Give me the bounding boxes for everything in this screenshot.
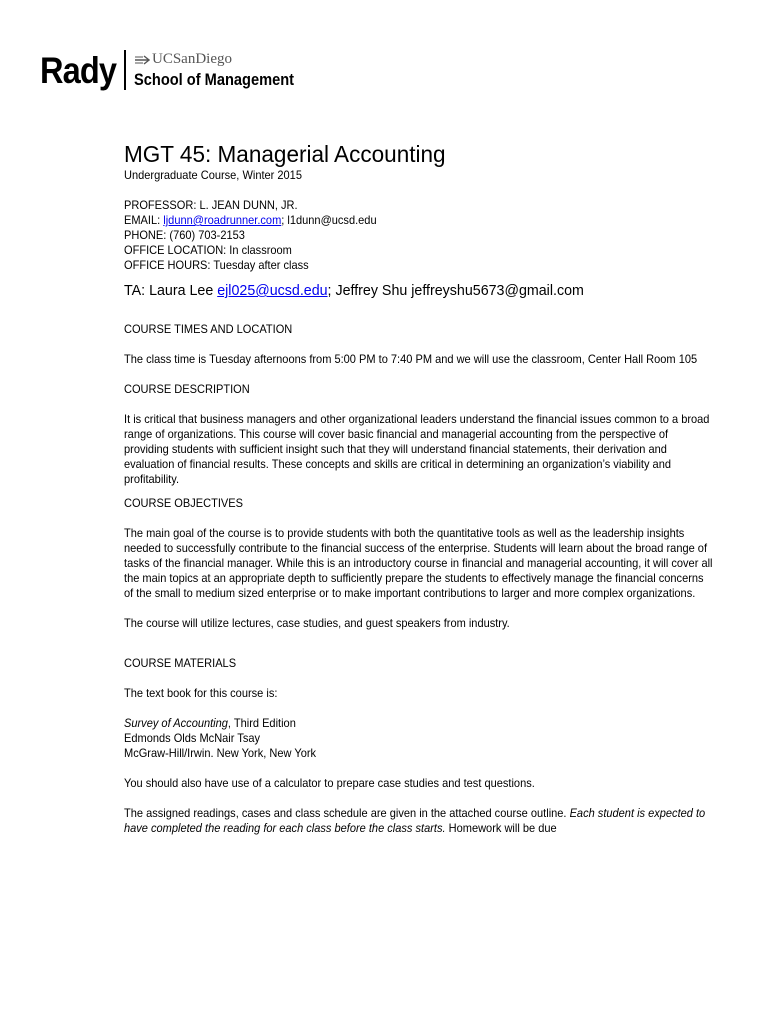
email-rest: ; l1dunn@ucsd.edu <box>281 213 377 227</box>
rady-wordmark: Rady <box>40 49 117 91</box>
description-heading: COURSE DESCRIPTION <box>124 382 250 396</box>
materials-intro: The text book for this course is: <box>124 686 278 700</box>
ucsd-trident-icon <box>134 54 150 66</box>
school-of-management-label: School of Management <box>133 70 295 89</box>
ucsd-label: UCSanDiego <box>151 51 232 67</box>
ta-prefix: TA: Laura Lee <box>124 282 218 299</box>
book-edition: , Third Edition <box>227 716 296 730</box>
book-title-line <box>124 716 676 731</box>
course-title: MGT 45: Managerial Accounting <box>124 141 446 167</box>
email-line <box>124 213 676 228</box>
course-subtitle: Undergraduate Course, Winter 2015 <box>124 168 302 182</box>
ta-line <box>124 282 694 300</box>
phone-line: PHONE: (760) 703-2153 <box>124 228 245 242</box>
book-publisher: McGraw-Hill/Irwin. New York, New York <box>124 746 317 760</box>
materials-heading: COURSE MATERIALS <box>124 656 237 670</box>
ta-rest: ; Jeffrey Shu jeffreyshu5673@gmail.com <box>327 282 584 299</box>
calculator-text: You should also have use of a calculator to prepare case studies and test questions. <box>124 776 535 790</box>
description-text: It is critical that business managers and other organizational leaders understand the financial issues common to a broad range of organizations. This course will cover basic financial and managerial accounting from the perspective of providing students with sufficient insight such that they will understand financial statements, their derivation and evaluation of financial results. These concepts and skills are critical in determining an organization’s viability and profitability. <box>124 412 710 486</box>
syllabus-body <box>124 140 724 836</box>
readings-text-b: Each student is expected to have completed the reading for each class before the class starts. <box>124 806 706 835</box>
ucsd-wordmark <box>134 52 320 67</box>
objectives-text-2: The course will utilize lectures, case studies, and guest speakers from industry. <box>124 616 510 630</box>
logo-divider <box>124 50 126 90</box>
book-title: Survey of Accounting <box>124 716 228 730</box>
email-label: EMAIL: <box>124 213 164 227</box>
professor-line: PROFESSOR: L. JEAN DUNN, JR. <box>124 198 298 212</box>
office-hours-line: OFFICE HOURS: Tuesday after class <box>124 258 309 272</box>
readings-text-c: Homework will be due <box>445 821 557 835</box>
book-authors: Edmonds Olds McNair Tsay <box>124 731 261 745</box>
objectives-heading: COURSE OBJECTIVES <box>124 496 244 510</box>
objectives-text: The main goal of the course is to provide students with both the quantitative tools as well as the leadership insights needed to successfully contribute to the financial success of the enterprise. Students will learn about the broad range of tasks of the financial manager. While this is an introductory course in financial and managerial accounting, it will cover all the main topics at an appropriate depth to sufficiently prepare the students to effectively manage the financial concerns of the small to medium sized enterprise or to make important contributions to larger and more complex organizations. <box>124 526 713 600</box>
professor-email-link[interactable]: ljdunn@roadrunner.com <box>163 213 282 227</box>
readings-text <box>124 806 713 836</box>
school-logo <box>40 48 320 92</box>
times-text: The class time is Tuesday afternoons from 5:00 PM to 7:40 PM and we will use the classroom, Center Hall Room 105 <box>124 352 698 366</box>
office-location-line: OFFICE LOCATION: In classroom <box>124 243 292 257</box>
times-heading: COURSE TIMES AND LOCATION <box>124 322 293 336</box>
logo-text-block <box>134 52 320 88</box>
ta-email-link[interactable]: ejl025@ucsd.edu <box>217 282 328 299</box>
readings-text-a: The assigned readings, cases and class schedule are given in the attached course outline. <box>124 806 570 820</box>
